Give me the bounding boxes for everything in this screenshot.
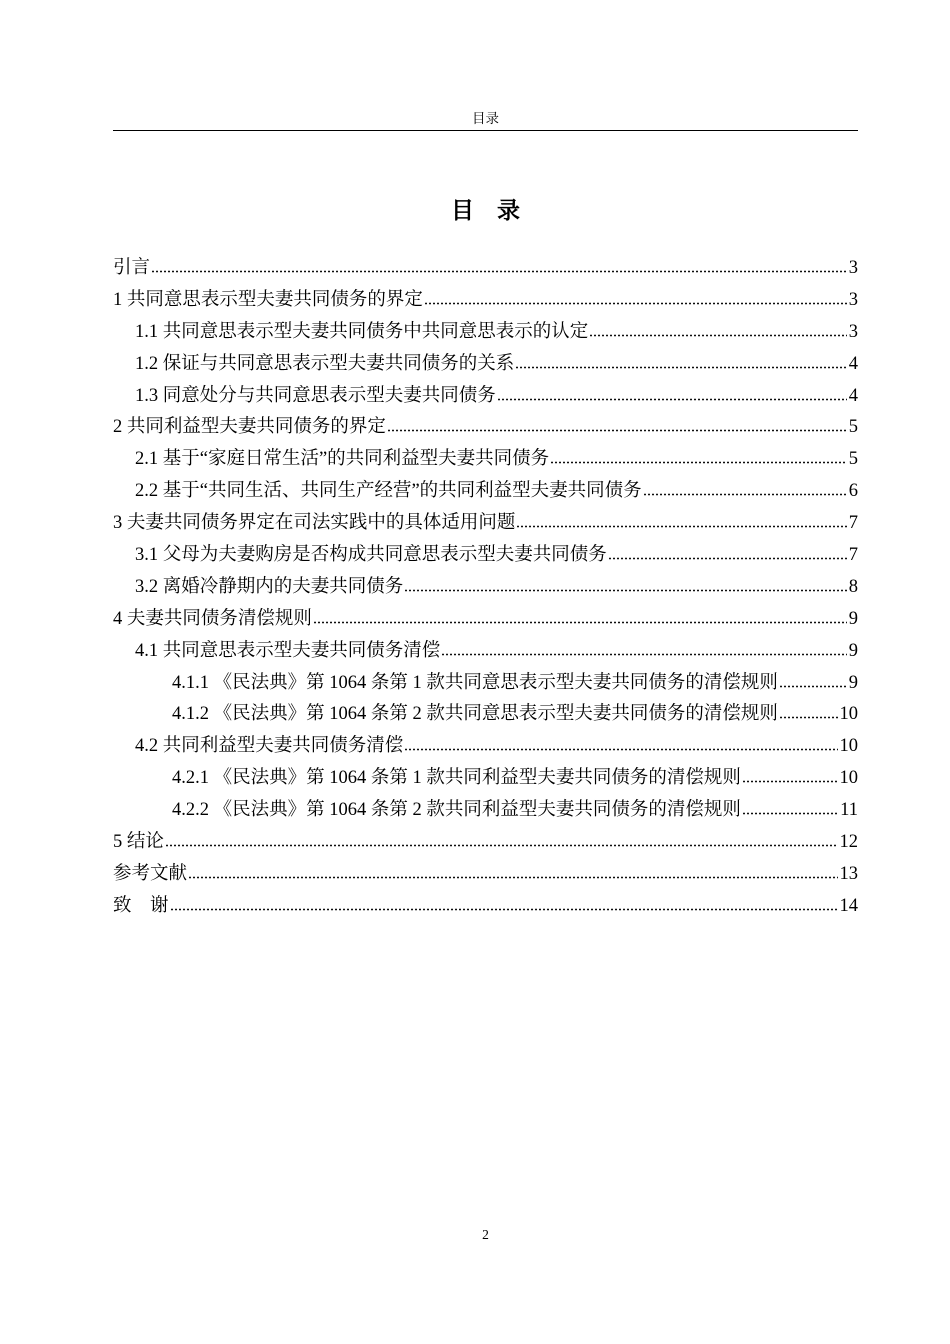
toc-entry-title: 1.3 同意处分与共同意思表示型夫妻共同债务 <box>135 385 496 406</box>
toc-leader-dots <box>404 589 846 592</box>
toc-entry <box>113 508 858 540</box>
toc-entry-title: 致 谢 <box>113 895 169 916</box>
toc-entry <box>113 572 858 604</box>
toc-entry-page: 9 <box>848 608 858 629</box>
toc-entry-title: 4.2.2 《民法典》第 1064 条第 2 款共同利益型夫妻共同债务的清偿规则 <box>172 800 741 821</box>
toc-entry-page: 7 <box>848 545 858 566</box>
toc-entry <box>113 444 858 476</box>
toc-entry <box>113 668 858 700</box>
toc-leader-dots <box>441 653 846 656</box>
header-rule <box>113 130 858 131</box>
table-of-contents <box>113 253 858 923</box>
toc-entry-title: 4 夫妻共同债务清偿规则 <box>113 608 312 629</box>
toc-entry-title: 2 共同利益型夫妻共同债务的界定 <box>113 417 386 438</box>
toc-entry <box>113 412 858 444</box>
toc-entry <box>113 827 858 859</box>
toc-entry-title: 4.1.1 《民法典》第 1064 条第 1 款共同意思表示型夫妻共同债务的清偿规则 <box>172 672 778 693</box>
toc-entry-page: 3 <box>848 321 858 342</box>
toc-leader-dots <box>165 844 838 847</box>
toc-entry-page: 8 <box>848 576 858 597</box>
toc-entry-page: 9 <box>848 672 858 693</box>
toc-entry <box>113 349 858 381</box>
toc-entry <box>113 636 858 668</box>
toc-entry-title: 引言 <box>113 258 151 278</box>
toc-leader-dots <box>742 812 838 815</box>
toc-entry <box>113 795 858 827</box>
toc-leader-dots <box>404 748 837 751</box>
toc-entry-page: 14 <box>839 895 858 916</box>
toc-entry <box>113 540 858 572</box>
toc-entry <box>113 763 858 795</box>
toc-entry-page: 13 <box>839 863 858 884</box>
toc-entry-page: 5 <box>848 417 858 438</box>
toc-leader-dots <box>516 525 846 528</box>
toc-entry <box>113 731 858 763</box>
toc-leader-dots <box>188 876 837 879</box>
toc-entry-title: 4.2 共同利益型夫妻共同债务清偿 <box>135 736 404 757</box>
toc-entry-title: 3.1 父母为夫妻购房是否构成共同意思表示型夫妻共同债务 <box>135 545 607 566</box>
toc-entry-page: 10 <box>839 768 858 789</box>
toc-entry-page: 3 <box>848 258 858 278</box>
toc-entry-title: 1 共同意思表示型夫妻共同债务的界定 <box>113 289 423 310</box>
toc-leader-dots <box>313 621 847 624</box>
toc-leader-dots <box>497 398 847 401</box>
toc-entry <box>113 317 858 349</box>
toc-entry-title: 参考文献 <box>113 863 188 884</box>
toc-leader-dots <box>608 557 847 560</box>
toc-entry-page: 7 <box>848 513 858 534</box>
toc-entry-page: 10 <box>839 736 858 757</box>
toc-entry <box>113 253 858 285</box>
toc-leader-dots <box>387 429 847 432</box>
toc-entry-title: 2.2 基于“共同生活、共同生产经营”的共同利益型夫妻共同债务 <box>135 481 642 502</box>
toc-entry <box>113 699 858 731</box>
toc-leader-dots <box>170 908 838 911</box>
page-title: 目 录 <box>451 198 520 223</box>
toc-entry <box>113 604 858 636</box>
toc-entry-page: 11 <box>840 800 858 821</box>
toc-entry-title: 5 结论 <box>113 832 164 853</box>
toc-entry-title: 4.2.1 《民法典》第 1064 条第 1 款共同利益型夫妻共同债务的清偿规则 <box>172 768 741 789</box>
toc-entry-page: 4 <box>848 385 858 406</box>
toc-entry <box>113 859 858 891</box>
toc-leader-dots <box>515 366 846 369</box>
toc-leader-dots <box>151 270 847 273</box>
toc-entry-title: 3 夫妻共同债务界定在司法实践中的具体适用问题 <box>113 513 516 534</box>
toc-leader-dots <box>779 685 847 688</box>
toc-leader-dots <box>424 302 847 305</box>
toc-leader-dots <box>589 334 846 337</box>
toc-entry-page: 5 <box>848 449 858 470</box>
toc-entry-page: 9 <box>848 640 858 661</box>
toc-leader-dots <box>779 716 838 719</box>
toc-entry <box>113 381 858 413</box>
toc-entry <box>113 476 858 508</box>
page-number: 2 <box>482 1227 489 1242</box>
toc-entry-page: 3 <box>848 289 858 310</box>
toc-entry <box>113 891 858 923</box>
toc-leader-dots <box>643 493 847 496</box>
toc-entry-page: 12 <box>839 832 858 853</box>
toc-entry-title: 1.1 共同意思表示型夫妻共同债务中共同意思表示的认定 <box>135 321 589 342</box>
toc-entry-title: 4.1.2 《民法典》第 1064 条第 2 款共同意思表示型夫妻共同债务的清偿规则 <box>172 704 778 725</box>
toc-entry-title: 4.1 共同意思表示型夫妻共同债务清偿 <box>135 640 441 661</box>
toc-entry-title: 2.1 基于“家庭日常生活”的共同利益型夫妻共同债务 <box>135 449 550 470</box>
toc-leader-dots <box>742 780 838 783</box>
toc-entry-title: 3.2 离婚冷静期内的夫妻共同债务 <box>135 576 404 597</box>
toc-entry-page: 10 <box>839 704 858 725</box>
toc-entry-title: 1.2 保证与共同意思表示型夫妻共同债务的关系 <box>135 353 515 374</box>
running-header: 目录 <box>472 111 499 126</box>
toc-entry-page: 4 <box>848 353 858 374</box>
toc-entry <box>113 285 858 317</box>
toc-leader-dots <box>550 461 847 464</box>
toc-entry-page: 6 <box>848 481 858 502</box>
